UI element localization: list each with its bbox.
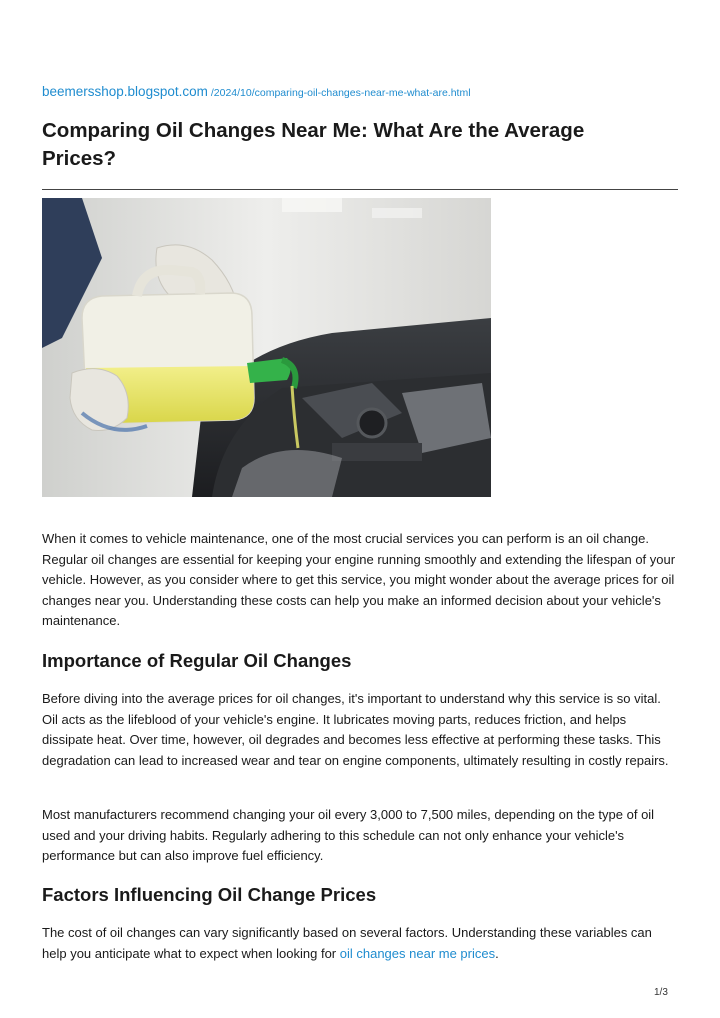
title-divider	[42, 189, 678, 190]
page-number: 1/3	[654, 987, 668, 998]
intro-paragraph: When it comes to vehicle maintenance, one of the most crucial services you can perform is an oil change. Regular oil changes are essential for keeping your engine running smoothly and extending the lifespan of your vehicle. However, as you consider where to get this service, you might wonder about the average prices for oil changes near you. Understanding these costs can help you make an informed decision about your vehicle's maintenance.	[42, 531, 676, 628]
hero-image	[42, 198, 491, 497]
section-heading-importance: Importance of Regular Oil Changes	[42, 650, 352, 671]
oil-change-prices-link[interactable]: oil changes near me prices	[339, 945, 496, 961]
importance-paragraph-2: Most manufacturers recommend changing your oil every 3,000 to 7,500 miles, depending on the type of oil used and your driving habits. Regularly adhering to this schedule can not only enhance your vehicle's performance but can also improve fuel efficiency.	[42, 807, 655, 863]
url-path-link[interactable]: /2024/10/comparing-oil-changes-near-me-what-are.html	[210, 87, 471, 99]
importance-paragraph-1: Before diving into the average prices for oil changes, it's important to understand why this service is so vital. Oil acts as the lifeblood of your vehicle's engine. It lubricates moving parts, reduces friction, and helps dissipate heat. Over time, however, oil degrades and becomes less effective at performing these tasks. This degradation can lead to increased wear and tear on engine components, ultimately resulting in costly repairs.	[42, 691, 669, 768]
section-heading-factors: Factors Influencing Oil Change Prices	[42, 884, 377, 905]
url-domain-link[interactable]: beemersshop.blogspot.com	[42, 84, 208, 99]
source-url	[42, 83, 471, 101]
factors-text-start: The cost of oil changes can vary significantly based on several factors. Understanding these variables can help you anticipate what to expect when looking for	[42, 925, 652, 961]
oil-pour-illustration	[42, 198, 491, 497]
factors-paragraph-1	[42, 923, 678, 964]
page-title: Comparing Oil Changes Near Me: What Are the Average Prices?	[42, 119, 585, 170]
factors-text-end: .	[495, 945, 499, 961]
